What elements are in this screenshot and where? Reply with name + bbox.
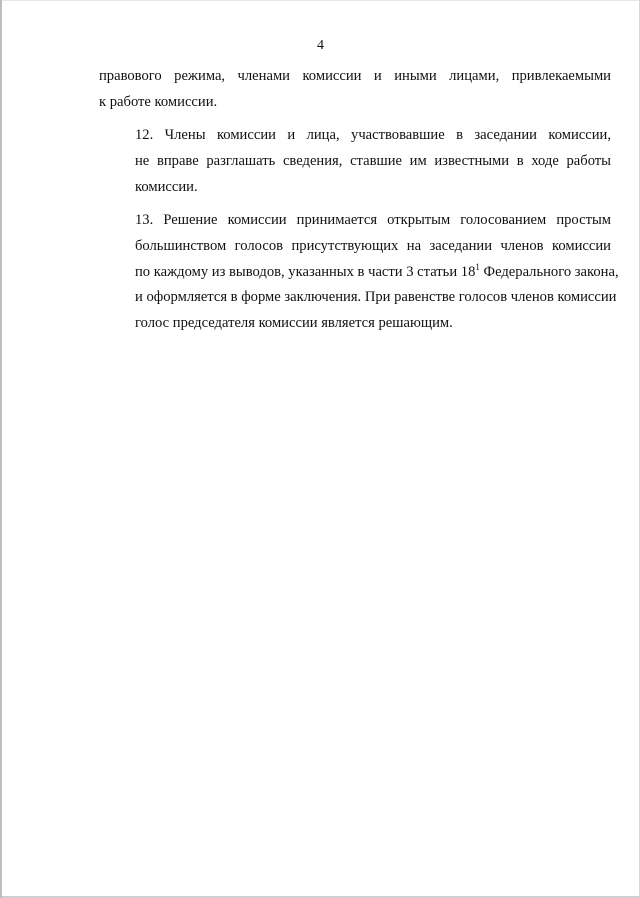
text-fragment: по каждому из выводов, указанных в части 3 статьи 18 — [135, 263, 476, 280]
text-line: большинством голосов присутствующих на заседании членов комиссии — [135, 237, 611, 254]
paragraph-continuation — [99, 64, 611, 115]
text-line: 12. Члены комиссии и лица, участвовавшие в заседании комиссии, — [135, 127, 611, 144]
text-line: комиссии. — [135, 178, 198, 195]
page-number: 4 — [317, 38, 324, 53]
paragraph-item-12 — [99, 123, 611, 200]
text-line: не вправе разглашать сведения, ставшие им известными в ходе работы — [135, 152, 611, 169]
scan-edge-top — [2, 0, 639, 1]
document-body — [99, 64, 619, 345]
text-fragment: Федерального закона, — [479, 263, 619, 280]
paragraph-item-13 — [99, 208, 619, 336]
text-line-with-superscript — [99, 260, 619, 286]
text-line: правового режима, членами комиссии и иными лицами, привлекаемыми — [99, 68, 611, 84]
text-line: к работе комиссии. — [99, 93, 218, 110]
text-line: 13. Решение комиссии принимается открытым голосованием простым — [135, 212, 611, 229]
superscript-article-index: 1 — [475, 261, 480, 272]
text-line: и оформляется в форме заключения. При равенстве голосов членов комиссии — [135, 289, 617, 306]
text-line: голос председателя комиссии является решающим. — [135, 314, 453, 331]
